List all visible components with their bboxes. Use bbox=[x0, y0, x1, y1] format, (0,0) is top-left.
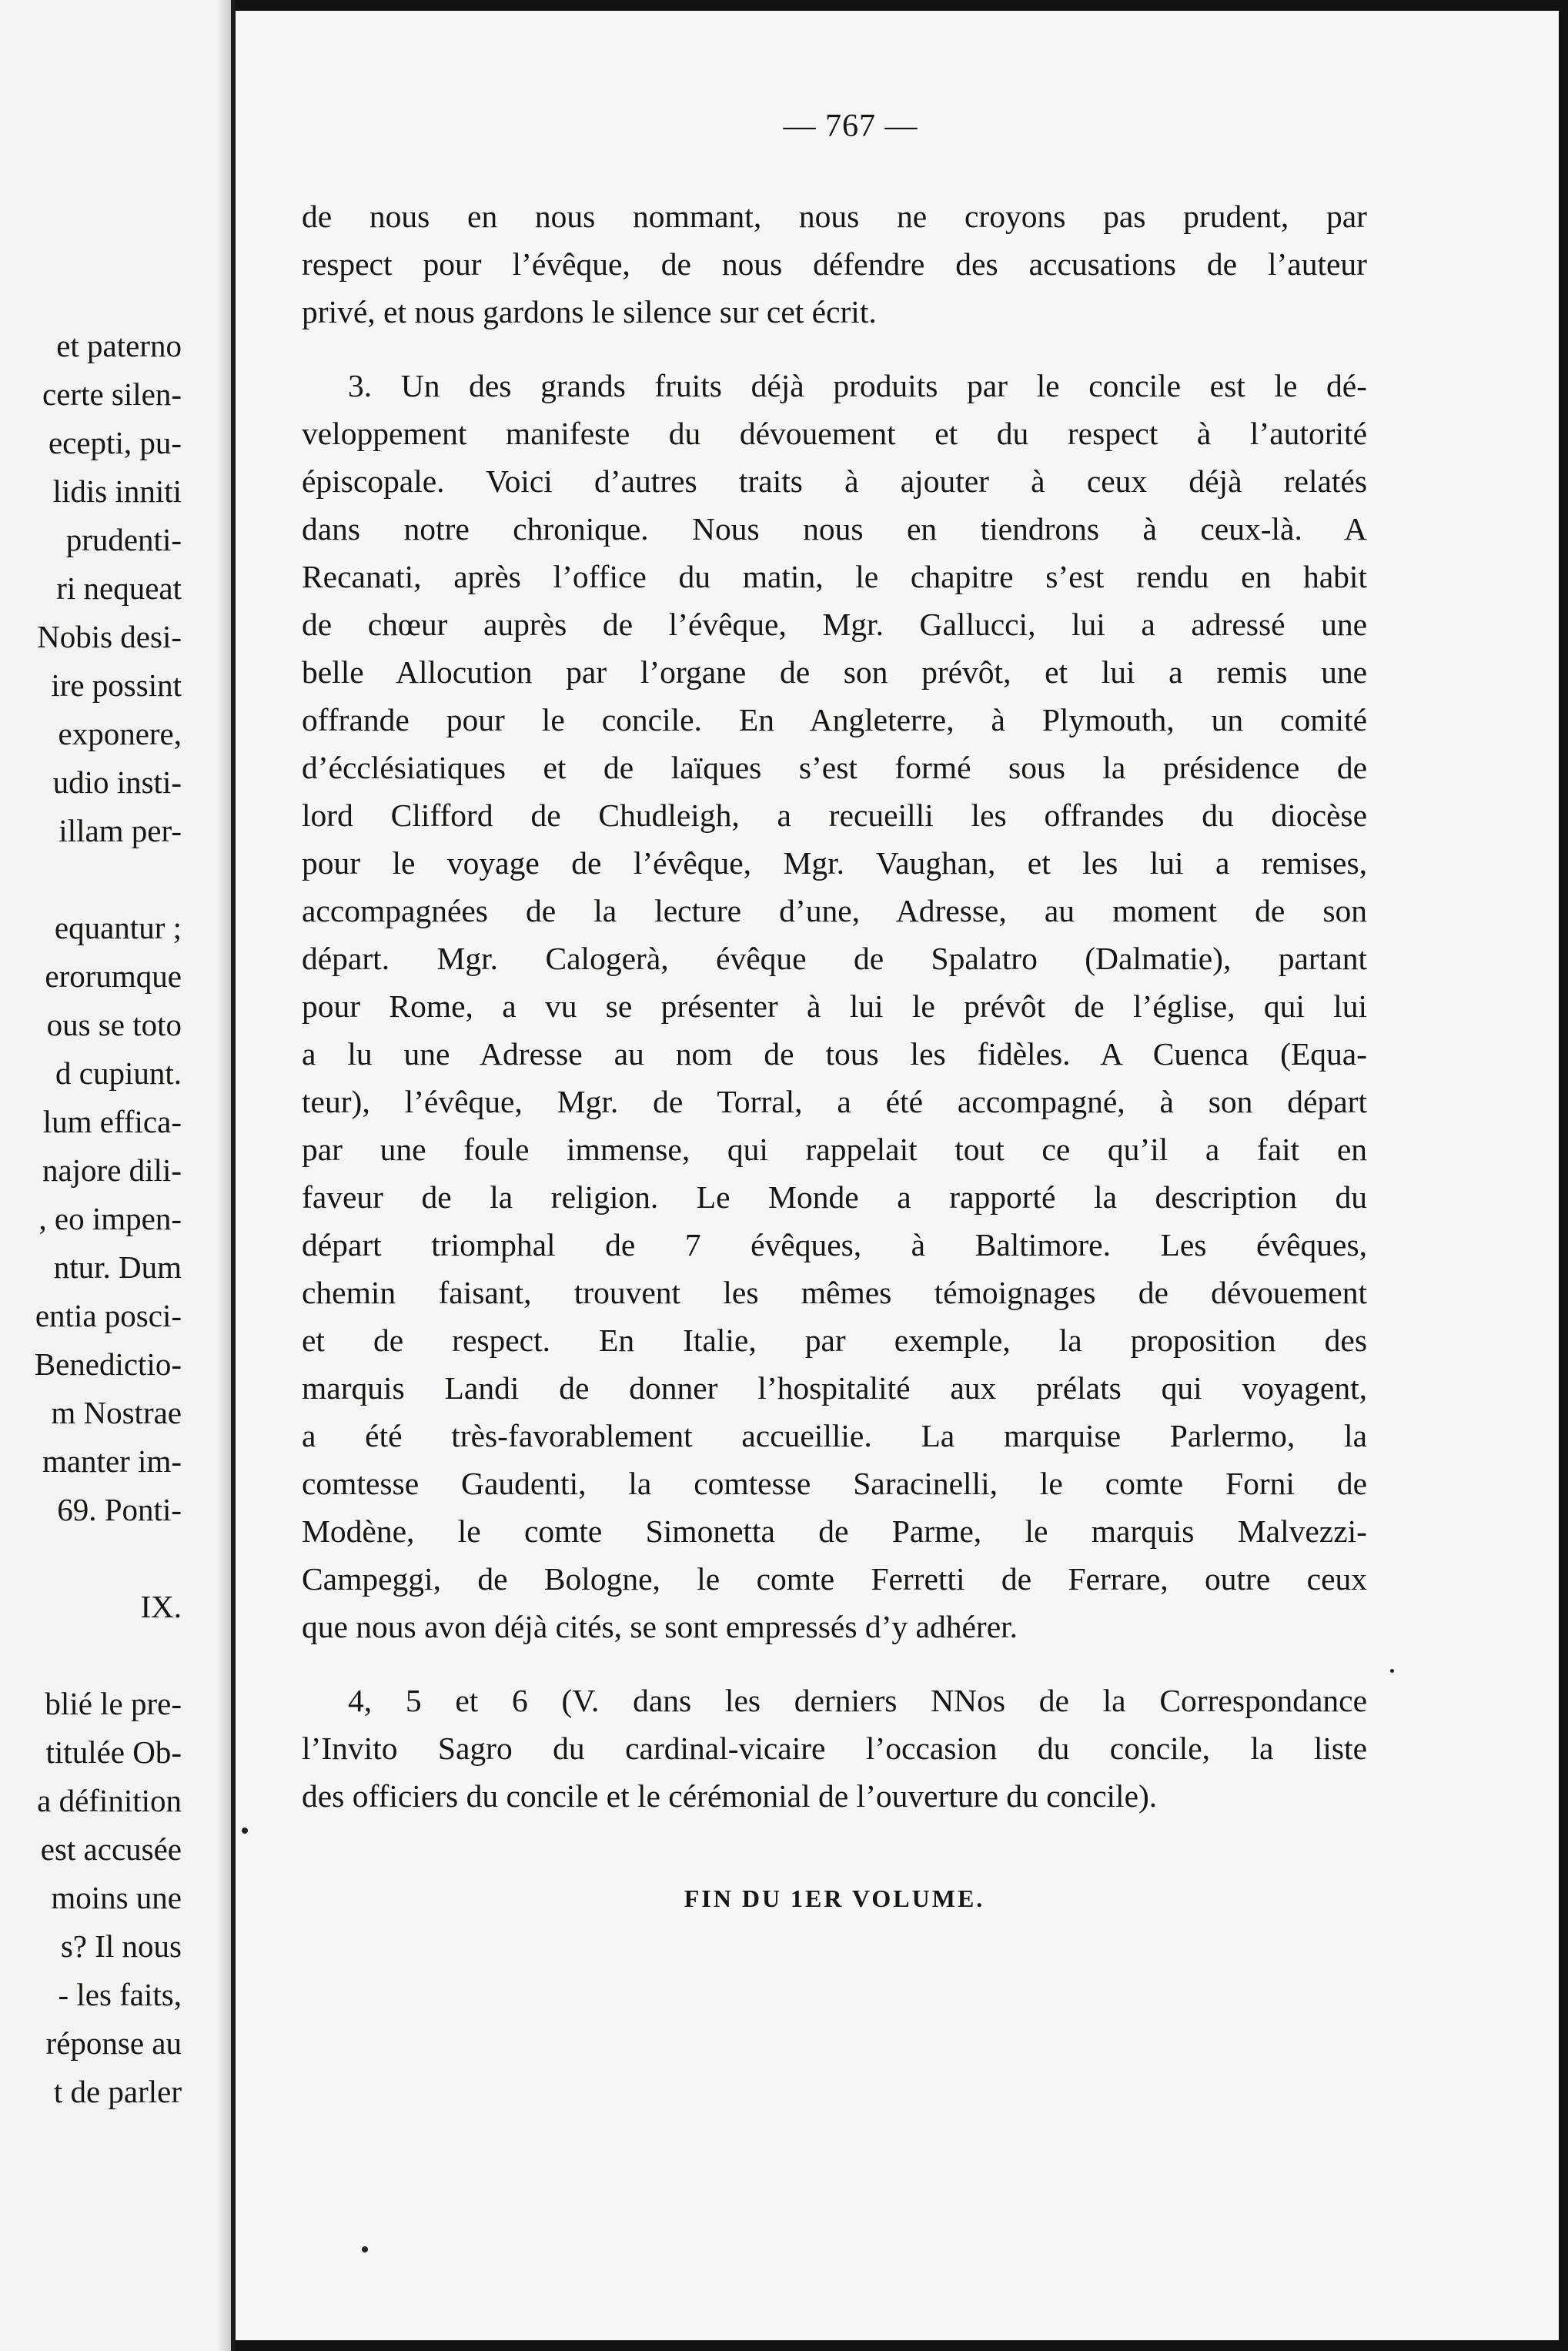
facing-page-line: lidis inniti bbox=[52, 473, 182, 509]
text-line: chemin faisant, trouvent les mêmes témoignages de dévouement bbox=[302, 1275, 1367, 1310]
text-line: l’Invito Sagro du cardinal-vicaire l’occasion du concile, la liste bbox=[302, 1731, 1367, 1766]
text-line: faveur de la religion. Le Monde a rapporté la description du bbox=[302, 1179, 1367, 1215]
facing-page-line: Benedictio- bbox=[34, 1346, 182, 1382]
facing-page-line: equantur ; bbox=[54, 910, 182, 945]
text-line: Modène, le comte Simonetta de Parme, le marquis Malvezzi- bbox=[302, 1513, 1367, 1549]
ink-speck bbox=[1390, 1669, 1394, 1673]
facing-page-line: illam per- bbox=[59, 813, 182, 848]
facing-page-line: certe silen- bbox=[42, 376, 182, 412]
paragraph-3 bbox=[302, 1677, 1367, 1820]
facing-page-line: réponse au bbox=[45, 2025, 182, 2061]
facing-page-line: udio insti- bbox=[52, 764, 182, 800]
text-line: marquis Landi de donner l’hospitalité aux prélats qui voyagent, bbox=[302, 1370, 1367, 1406]
text-line: teur), l’évêque, Mgr. de Torral, a été accompagné, à son départ bbox=[302, 1084, 1367, 1119]
facing-page-fragment bbox=[0, 0, 217, 2351]
text-line: départ. Mgr. Calogerà, évêque de Spalatro (Dalmatie), partant bbox=[302, 941, 1367, 976]
text-line: 4, 5 et 6 (V. dans les derniers NNos de la Correspondance bbox=[348, 1683, 1367, 1718]
text-line: d’écclésiatiques et de laïques s’est formé sous la présidence de bbox=[302, 750, 1367, 785]
facing-page-line: d cupiunt. bbox=[55, 1055, 182, 1091]
facing-page-line: t de parler bbox=[53, 2074, 182, 2109]
text-line: veloppement manifeste du dévouement et du respect à l’autorité bbox=[302, 416, 1367, 451]
facing-page-line: m Nostrae bbox=[51, 1395, 182, 1430]
facing-page-line: najore dili- bbox=[42, 1152, 182, 1188]
text-line: lord Clifford de Chudleigh, a recueilli les offrandes du diocèse bbox=[302, 798, 1367, 833]
text-line: par une foule immense, qui rappelait tout ce qu’il a fait en bbox=[302, 1132, 1367, 1167]
text-line: Campeggi, de Bologne, le comte Ferretti de Ferrare, outre ceux bbox=[302, 1561, 1367, 1597]
facing-page-line: a définition bbox=[37, 1783, 182, 1818]
text-line: de chœur auprès de l’évêque, Mgr. Gallucci, lui a adressé une bbox=[302, 607, 1367, 642]
text-line: pour Rome, a vu se présenter à lui le prévôt de l’église, qui lui bbox=[302, 988, 1367, 1024]
facing-page-line: , eo impen- bbox=[38, 1201, 182, 1236]
facing-page-line: ous se toto bbox=[46, 1007, 182, 1042]
facing-page-line: ire possint bbox=[51, 667, 182, 703]
text-line: privé, et nous gardons le silence sur cet écrit. bbox=[302, 294, 877, 329]
text-line: que nous avon déjà cités, se sont empressés d’y adhérer. bbox=[302, 1609, 1018, 1644]
page-number: — 767 — bbox=[783, 109, 918, 144]
text-line: comtesse Gaudenti, la comtesse Saracinelli, le comte Forni de bbox=[302, 1466, 1367, 1501]
ink-speck bbox=[362, 2246, 368, 2252]
paragraph-1 bbox=[302, 192, 1367, 336]
text-line: a été très-favorablement accueillie. La marquise Parlermo, la bbox=[302, 1418, 1367, 1453]
text-line: Recanati, après l’office du matin, le chapitre s’est rendu en habit bbox=[302, 559, 1367, 594]
text-line: de nous en nous nommant, nous ne croyons pas prudent, par bbox=[302, 199, 1367, 234]
facing-page-line: prudenti- bbox=[65, 522, 182, 557]
page-body bbox=[302, 192, 1367, 1820]
gutter-shadow bbox=[217, 0, 231, 2351]
text-line: 3. Un des grands fruits déjà produits par le concile est le dé- bbox=[348, 368, 1367, 403]
text-line: des officiers du concile et le cérémonial de l’ouverture du concile). bbox=[302, 1778, 1158, 1814]
facing-page-line: manter im- bbox=[42, 1443, 182, 1479]
facing-page-line: lum effica- bbox=[42, 1104, 182, 1139]
facing-page-line: s? Il nous bbox=[60, 1928, 182, 1964]
text-line: offrande pour le concile. En Angleterre, à Plymouth, un comité bbox=[302, 702, 1367, 737]
facing-page-line: et paterno bbox=[56, 328, 182, 363]
facing-page-line: erorumque bbox=[45, 958, 182, 994]
paragraph-2 bbox=[302, 362, 1367, 1650]
end-of-volume-note: FIN DU 1ER VOLUME. bbox=[684, 1884, 985, 1912]
facing-page-line: ntur. Dum bbox=[53, 1249, 182, 1285]
text-line: accompagnées de la lecture d’une, Adresse, au moment de son bbox=[302, 893, 1367, 928]
ink-speck bbox=[242, 1828, 248, 1834]
scan-border-right bbox=[1559, 0, 1568, 2351]
facing-page-line: Nobis desi- bbox=[37, 619, 182, 654]
text-line: pour le voyage de l’évêque, Mgr. Vaughan, et les lui a remises, bbox=[302, 845, 1367, 881]
text-line: belle Allocution par l’organe de son prévôt, et lui a remis une bbox=[302, 654, 1367, 690]
facing-page-line: ri nequeat bbox=[56, 570, 182, 606]
facing-page-line: titulée Ob- bbox=[45, 1734, 182, 1770]
facing-page-line: moins une bbox=[51, 1880, 182, 1915]
facing-page-line: blié le pre- bbox=[45, 1686, 182, 1721]
facing-page-line: - les faits, bbox=[58, 1977, 182, 2012]
gutter-rule bbox=[231, 0, 236, 2351]
text-line: et de respect. En Italie, par exemple, la proposition des bbox=[302, 1323, 1367, 1358]
facing-page-line: est accusée bbox=[40, 1831, 182, 1867]
facing-page-line: IX. bbox=[140, 1589, 182, 1624]
text-line: dans notre chronique. Nous nous en tiendrons à ceux-là. A bbox=[302, 511, 1367, 547]
facing-page-line: entia posci- bbox=[35, 1298, 182, 1333]
facing-page-line: ecepti, pu- bbox=[48, 425, 182, 460]
text-line: a lu une Adresse au nom de tous les fidèles. A Cuenca (Equa- bbox=[302, 1036, 1367, 1072]
facing-page-line: exponere, bbox=[58, 716, 182, 751]
text-line: épiscopale. Voici d’autres traits à ajouter à ceux déjà relatés bbox=[302, 463, 1367, 499]
facing-page-line: 69. Ponti- bbox=[57, 1492, 182, 1527]
text-line: respect pour l’évêque, de nous défendre des accusations de l’auteur bbox=[302, 246, 1367, 282]
text-line: départ triomphal de 7 évêques, à Baltimore. Les évêques, bbox=[302, 1227, 1367, 1262]
